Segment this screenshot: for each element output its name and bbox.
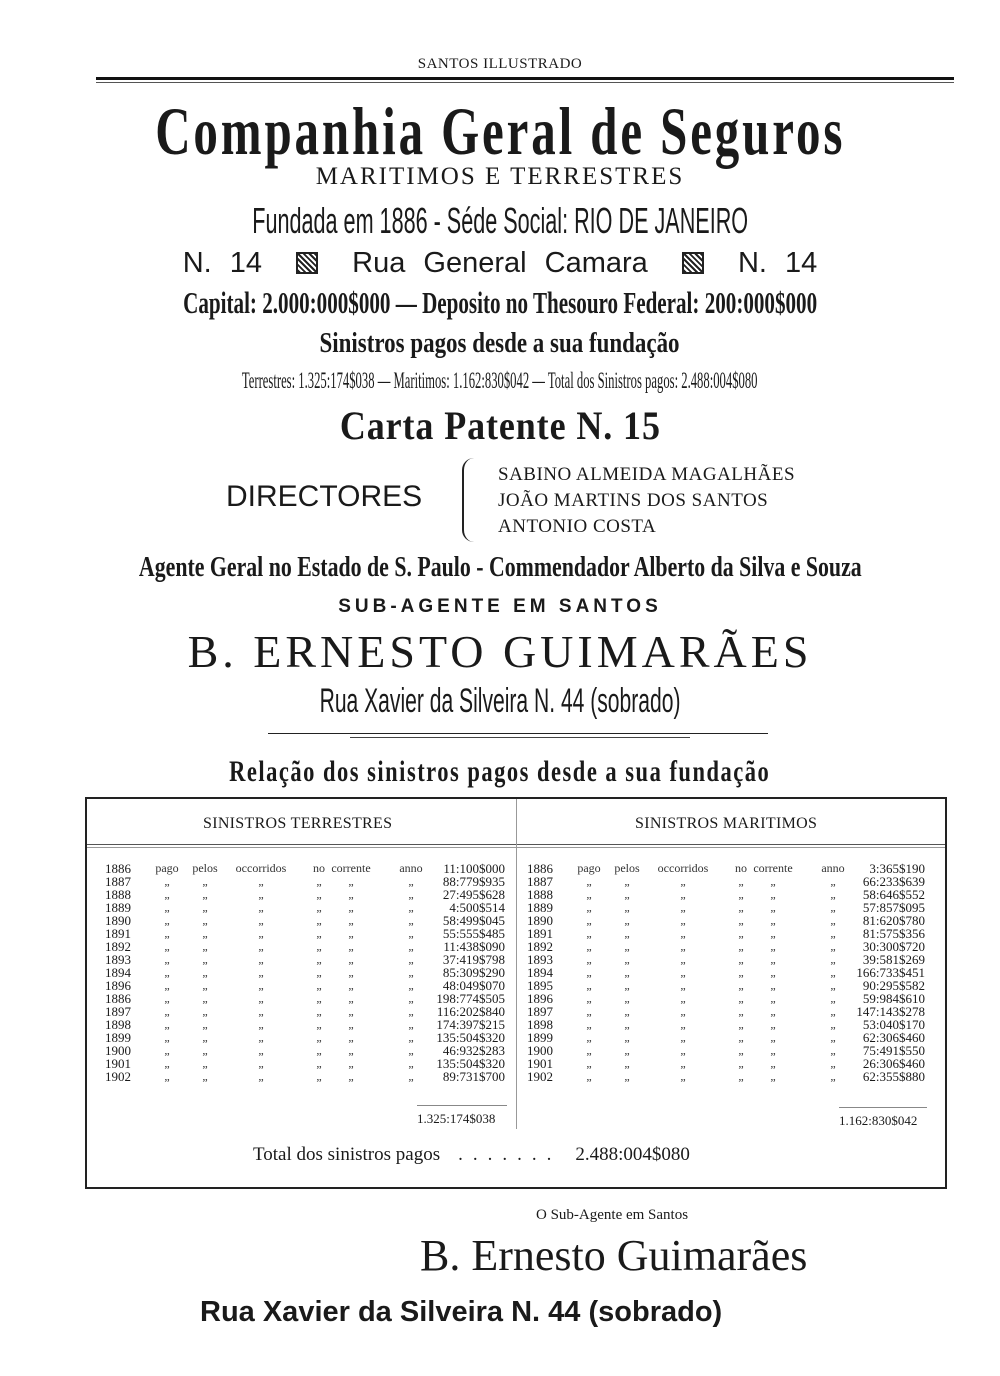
founded-text: Fundada em 1886 - Séde Social: RIO DE JANEIRO <box>252 200 748 241</box>
row-amount: 39:581$269 <box>862 952 925 967</box>
starburst-ornament-icon <box>682 252 704 274</box>
carta-patente-text: Carta Patente N. 15 <box>339 403 661 448</box>
row-amount: 174:397$215 <box>436 1017 505 1032</box>
sub-agente-label: SUB-AGENTE EM SANTOS <box>338 596 662 617</box>
row-year: 1888 <box>527 887 553 902</box>
sub-agente-address-text: Rua Xavier da Silveira N. 44 (sobrado) <box>319 682 681 720</box>
row-amount: 85:309$290 <box>442 965 505 980</box>
row-year: 1899 <box>527 1030 553 1045</box>
subtotal-rule <box>839 1107 927 1108</box>
header-maritimos: SINISTROS MARITIMOS <box>635 815 818 832</box>
table-row: 1900 „ „ „ „ „ „ 46:932$283 <box>105 1043 505 1058</box>
table-row: 1899 „ „ „ „ „ „ 62:306$460 <box>527 1030 925 1045</box>
grand-total <box>253 1144 690 1166</box>
brace-icon <box>462 458 478 542</box>
founded-line <box>0 200 1000 242</box>
row-amount: 89:731$700 <box>442 1069 505 1084</box>
row-year: 1901 <box>105 1056 131 1071</box>
row-year: 1900 <box>527 1043 553 1058</box>
maritimos-rows <box>527 862 925 1083</box>
table-row: 1892 „ „ „ „ „ „ 11:438$090 <box>105 939 505 954</box>
row-amount: 30:300$720 <box>862 939 925 954</box>
director-name: JOÃO MARTINS DOS SANTOS <box>498 490 769 511</box>
table-row: 1887 „ „ „ „ „ „ 88:779$935 <box>105 874 505 889</box>
sinistros-summary-text: Terrestres: 1.325:174$038 — Maritimos: 1.162:830$042 — Total dos Sinistros pagos: 2.488:004$080 <box>242 368 758 393</box>
table-row: 1886 „ „ „ „ „ „ 198:774$505 <box>105 991 505 1006</box>
row-amount: 27:495$628 <box>442 887 505 902</box>
header-rule <box>96 77 954 80</box>
row-amount: 37:419$798 <box>442 952 505 967</box>
sub-agente-name: B. ERNESTO GUIMARÃES <box>187 626 813 677</box>
row-year: 1886 <box>105 991 131 1006</box>
header-rule-thin <box>96 82 954 83</box>
company-address <box>0 247 1000 280</box>
row-amount: 135:504$320 <box>436 1030 505 1045</box>
table-row: 1886 pago pelos occorridos no corrente anno 11:100$000 <box>105 861 505 876</box>
row-year: 1893 <box>105 952 131 967</box>
table-row: 1901 „ „ „ „ „ „ 135:504$320 <box>105 1056 505 1071</box>
row-amount: 116:202$840 <box>436 1004 505 1019</box>
row-year: 1892 <box>105 939 131 954</box>
table-row: 1890 „ „ „ „ „ „ 58:499$045 <box>105 913 505 928</box>
row-amount: 58:646$552 <box>862 887 925 902</box>
carta-patente <box>0 402 1000 449</box>
row-year: 1902 <box>527 1069 553 1084</box>
table-row: 1894 „ „ „ „ „ „ 85:309$290 <box>105 965 505 980</box>
capital-line <box>0 285 1000 321</box>
grand-total-value: 2.488:004$080 <box>575 1144 690 1165</box>
address-street: Rua General Camara <box>352 247 648 279</box>
company-subtitle: MARITIMOS E TERRESTRES <box>315 163 685 190</box>
row-amount: 147:143$278 <box>856 1004 925 1019</box>
directors-label: DIRECTORES <box>226 480 423 513</box>
row-year: 1897 <box>105 1004 131 1019</box>
row-amount: 48:049$070 <box>442 978 505 993</box>
row-amount: 81:575$356 <box>862 926 925 941</box>
table-row: 1902 „ „ „ „ „ „ 89:731$700 <box>105 1069 505 1084</box>
table-row: 1900 „ „ „ „ „ „ 75:491$550 <box>527 1043 925 1058</box>
director-name: ANTONIO COSTA <box>498 516 657 537</box>
row-year: 1887 <box>527 874 553 889</box>
table-row: 1891 „ „ „ „ „ „ 81:575$356 <box>527 926 925 941</box>
maritimos-column <box>527 862 925 1083</box>
row-year: 1888 <box>105 887 131 902</box>
column-divider <box>516 799 517 1129</box>
row-year: 1898 <box>527 1017 553 1032</box>
row-year: 1896 <box>105 978 131 993</box>
table-row: 1895 „ „ „ „ „ „ 90:295$582 <box>527 978 925 993</box>
terrestres-subtotal: 1.325:174$038 <box>417 1111 496 1126</box>
table-row: 1897 „ „ „ „ „ „ 116:202$840 <box>105 1004 505 1019</box>
table-row: 1888 „ „ „ „ „ „ 58:646$552 <box>527 887 925 902</box>
table-row: 1899 „ „ „ „ „ „ 135:504$320 <box>105 1030 505 1045</box>
table-row: 1893 „ „ „ „ „ „ 37:419$798 <box>105 952 505 967</box>
row-amount: 59:984$610 <box>862 991 925 1006</box>
row-year: 1891 <box>105 926 131 941</box>
row-year: 1890 <box>105 913 131 928</box>
footer-address: Rua Xavier da Silveira N. 44 (sobrado) <box>200 1296 723 1328</box>
address-number-left: N. 14 <box>182 247 263 279</box>
row-year: 1890 <box>527 913 553 928</box>
table-row: 1898 „ „ „ „ „ „ 174:397$215 <box>105 1017 505 1032</box>
subtotal-rule <box>417 1105 507 1106</box>
row-year: 1894 <box>527 965 553 980</box>
row-amount: 62:306$460 <box>862 1030 925 1045</box>
row-amount: 135:504$320 <box>436 1056 505 1071</box>
director-name: SABINO ALMEIDA MAGALHÃES <box>498 464 796 485</box>
row-amount: 198:774$505 <box>436 991 505 1006</box>
table-row: 1886 pago pelos occorridos no corrente anno 3:365$190 <box>527 861 925 876</box>
row-amount: 3:365$190 <box>869 861 925 876</box>
row-year: 1889 <box>527 900 553 915</box>
row-amount: 62:355$880 <box>862 1069 925 1084</box>
relacao-title <box>0 755 1000 789</box>
row-amount: 88:779$935 <box>442 874 505 889</box>
row-year: 1896 <box>527 991 553 1006</box>
row-amount: 75:491$550 <box>862 1043 925 1058</box>
divider-rule <box>268 733 768 734</box>
maritimos-subtotal: 1.162:830$042 <box>839 1113 918 1128</box>
row-year: 1895 <box>527 978 553 993</box>
row-amount: 26:306$460 <box>862 1056 925 1071</box>
row-year: 1894 <box>105 965 131 980</box>
row-amount: 53:040$170 <box>862 1017 925 1032</box>
company-title-text: Companhia Geral de Seguros <box>154 93 846 169</box>
row-amount: 4:500$514 <box>449 900 505 915</box>
terrestres-rows <box>105 862 505 1083</box>
sinistros-heading-text: Sinistros pagos desde a sua fundação <box>319 328 681 359</box>
directors-list <box>498 462 795 540</box>
relacao-title-text: Relação dos sinistros pagos desde a sua fundação <box>229 755 771 788</box>
row-year: 1899 <box>105 1030 131 1045</box>
row-amount: 57:857$095 <box>862 900 925 915</box>
row-amount: 46:932$283 <box>442 1043 505 1058</box>
agente-geral <box>0 552 1000 584</box>
row-year: 1886 <box>105 861 131 876</box>
sinistros-heading <box>0 328 1000 360</box>
terrestres-column <box>105 862 505 1083</box>
row-amount: 58:499$045 <box>442 913 505 928</box>
sinistros-summary <box>0 368 1000 394</box>
table-row: 1889 „ „ „ „ „ „ 57:857$095 <box>527 900 925 915</box>
row-year: 1897 <box>527 1004 553 1019</box>
row-amount: 66:233$639 <box>862 874 925 889</box>
row-amount: 11:438$090 <box>443 939 505 954</box>
company-title <box>0 92 1000 171</box>
table-row: 1896 „ „ „ „ „ „ 48:049$070 <box>105 978 505 993</box>
table-row: 1901 „ „ „ „ „ „ 26:306$460 <box>527 1056 925 1071</box>
table-row: 1902 „ „ „ „ „ „ 62:355$880 <box>527 1069 925 1084</box>
row-year: 1892 <box>527 939 553 954</box>
row-amount: 81:620$780 <box>862 913 925 928</box>
row-year: 1900 <box>105 1043 131 1058</box>
table-row: 1894 „ „ „ „ „ „ 166:733$451 <box>527 965 925 980</box>
row-year: 1886 <box>527 861 553 876</box>
table-row: 1888 „ „ „ „ „ „ 27:495$628 <box>105 887 505 902</box>
grand-total-label: Total dos sinistros pagos <box>253 1144 441 1165</box>
table-row: 1890 „ „ „ „ „ „ 81:620$780 <box>527 913 925 928</box>
row-year: 1901 <box>527 1056 553 1071</box>
table-row: 1892 „ „ „ „ „ „ 30:300$720 <box>527 939 925 954</box>
table-row: 1896 „ „ „ „ „ „ 59:984$610 <box>527 991 925 1006</box>
row-year: 1893 <box>527 952 553 967</box>
row-year: 1887 <box>105 874 131 889</box>
divider-rule <box>350 737 690 738</box>
row-amount: 55:555$485 <box>442 926 505 941</box>
row-amount: 90:295$582 <box>862 978 925 993</box>
leader-dots: ....... <box>458 1144 562 1165</box>
sub-agente-address <box>0 682 1000 721</box>
row-year: 1898 <box>105 1017 131 1032</box>
table-row: 1891 „ „ „ „ „ „ 55:555$485 <box>105 926 505 941</box>
agente-geral-text: Agente Geral no Estado de S. Paulo - Commendador Alberto da Silva e Souza <box>138 552 862 583</box>
sinistros-table <box>85 797 947 1189</box>
footer-label: O Sub-Agente em Santos <box>536 1207 689 1223</box>
row-amount: 166:733$451 <box>856 965 925 980</box>
table-row: 1897 „ „ „ „ „ „ 147:143$278 <box>527 1004 925 1019</box>
table-row: 1887 „ „ „ „ „ „ 66:233$639 <box>527 874 925 889</box>
running-head: SANTOS ILLUSTRADO <box>417 56 583 72</box>
row-year: 1889 <box>105 900 131 915</box>
table-row: 1898 „ „ „ „ „ „ 53:040$170 <box>527 1017 925 1032</box>
row-amount: 11:100$000 <box>443 861 505 876</box>
table-row: 1893 „ „ „ „ „ „ 39:581$269 <box>527 952 925 967</box>
row-year: 1891 <box>527 926 553 941</box>
row-year: 1902 <box>105 1069 131 1084</box>
address-number-right: N. 14 <box>737 247 818 279</box>
starburst-ornament-icon <box>296 252 318 274</box>
header-terrestres: SINISTROS TERRESTRES <box>203 815 393 832</box>
table-row: 1889 „ „ „ „ „ „ 4:500$514 <box>105 900 505 915</box>
capital-text: Capital: 2.000:000$000 — Deposito no Thesouro Federal: 200:000$000 <box>183 285 817 320</box>
footer-name: B. Ernesto Guimarães <box>420 1231 808 1280</box>
